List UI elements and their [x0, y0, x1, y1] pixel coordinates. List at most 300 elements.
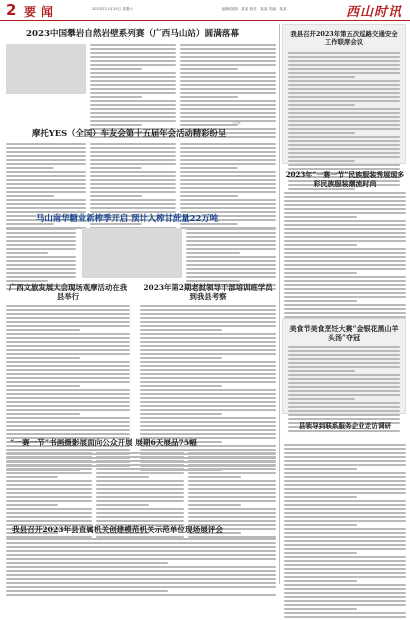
- text-line: [140, 325, 276, 327]
- text-line: [6, 341, 130, 343]
- text-line: [6, 143, 86, 145]
- text-line: [288, 152, 400, 154]
- text-line: [180, 167, 238, 169]
- text-line: [284, 260, 406, 262]
- text-line: [90, 171, 176, 173]
- text-line: [6, 268, 76, 270]
- text-line: [288, 144, 400, 146]
- text-line: [6, 333, 130, 335]
- sidebar-headline-leaders: [284, 422, 406, 431]
- text-line: [6, 586, 276, 588]
- text-line: [284, 484, 406, 486]
- text-line: [96, 500, 184, 502]
- text-line: [140, 345, 276, 347]
- text-line: [6, 155, 86, 157]
- text-line: [96, 496, 184, 498]
- editor-credits: 编辑/版面：某某 校对：某某 责编：某某: [222, 7, 287, 11]
- text-line: [140, 353, 276, 355]
- text-line: [140, 329, 222, 331]
- text-line: [188, 512, 276, 514]
- text-line: [6, 337, 130, 339]
- text-line: [288, 104, 355, 106]
- text-line: [180, 183, 276, 185]
- text-line: [284, 540, 406, 542]
- text-line: [188, 464, 276, 466]
- text-line: [90, 72, 176, 74]
- body-article-7: [6, 538, 276, 598]
- text-line: [180, 64, 276, 66]
- text-line: [186, 240, 276, 242]
- text-line: [284, 468, 357, 470]
- text-line: [6, 175, 86, 177]
- text-line: [284, 568, 406, 570]
- sidebar-headline-costume-text: 2023年“一赛一节”民族服装秀展现多彩民族服装潮流时尚: [285, 170, 405, 188]
- text-line: [180, 147, 276, 149]
- sidebar-body-leaders: [284, 444, 406, 620]
- text-line: [6, 228, 76, 230]
- text-line: [6, 191, 86, 193]
- text-line: [180, 80, 276, 82]
- text-line: [6, 365, 130, 367]
- text-line: [180, 191, 276, 193]
- text-line: [188, 496, 276, 498]
- text-line: [288, 410, 400, 412]
- text-line: [284, 236, 406, 238]
- text-line: [90, 207, 176, 209]
- text-line: [180, 84, 276, 86]
- text-line: [6, 240, 76, 242]
- text-line: [288, 100, 400, 102]
- text-line: [288, 160, 355, 162]
- text-line: [284, 504, 406, 506]
- text-line: [188, 484, 276, 486]
- text-line: [6, 357, 80, 359]
- text-line: [6, 236, 76, 238]
- text-line: [6, 566, 276, 568]
- text-line: [284, 584, 406, 586]
- text-line: [288, 188, 355, 190]
- text-line: [90, 52, 176, 54]
- body-article-1b: [90, 44, 176, 140]
- text-line: [288, 374, 400, 376]
- text-line: [188, 460, 276, 462]
- text-line: [284, 232, 406, 234]
- text-line: [288, 108, 400, 110]
- text-line: [284, 544, 406, 546]
- text-line: [90, 80, 176, 82]
- text-line: [6, 472, 92, 474]
- text-line: [90, 76, 176, 78]
- text-line: [140, 393, 276, 395]
- text-line: [90, 60, 176, 62]
- text-line: [284, 476, 406, 478]
- text-line: [288, 84, 400, 86]
- text-line: [288, 64, 400, 66]
- text-line: [284, 308, 406, 310]
- sidebar-headline-leaders-text: 县领导到联系服务企业走访调研: [298, 422, 392, 430]
- text-line: [180, 207, 276, 209]
- text-line: [288, 406, 400, 408]
- headline-moto: 摩托YES（全国）车友会第十五届年会活动精彩纷呈: [32, 128, 227, 138]
- credit-1: （记者）: [230, 121, 244, 125]
- text-line: [96, 468, 184, 470]
- text-line: [140, 373, 276, 375]
- text-line: [180, 159, 276, 161]
- text-line: [6, 305, 130, 307]
- text-line: [96, 512, 184, 514]
- headline-laos-text: 2023年第2期老挝领导干部培训班学员到我县考察: [143, 283, 273, 301]
- text-line: [6, 248, 76, 250]
- text-line: [188, 456, 276, 458]
- text-line: [140, 309, 276, 311]
- text-line: [284, 616, 406, 618]
- headline-model-agency: 我县召开2023年县直属机关创建模范机关示范单位现场展评会: [12, 525, 223, 534]
- headline-exhibition: “一赛一节”书画摄影展面向公众开展 展期6天展品75幅: [10, 438, 197, 447]
- text-line: [6, 590, 168, 592]
- text-line: [90, 195, 142, 197]
- text-line: [180, 100, 276, 102]
- text-line: [284, 588, 406, 590]
- text-line: [288, 418, 400, 420]
- text-line: [186, 256, 276, 258]
- text-line: [90, 120, 176, 122]
- text-line: [6, 504, 58, 506]
- text-line: [288, 386, 400, 388]
- text-line: [6, 452, 92, 454]
- text-line: [140, 321, 276, 323]
- text-line: [6, 349, 130, 351]
- text-line: [140, 305, 276, 307]
- text-line: [6, 405, 130, 407]
- text-line: [288, 164, 400, 166]
- text-line: [6, 468, 92, 470]
- text-line: [180, 68, 238, 70]
- text-line: [96, 464, 184, 466]
- text-line: [6, 179, 86, 181]
- text-line: [6, 512, 92, 514]
- text-line: [284, 220, 406, 222]
- text-line: [288, 394, 400, 396]
- text-line: [140, 357, 222, 359]
- text-line: [186, 260, 276, 262]
- text-line: [288, 378, 400, 380]
- text-line: [186, 280, 240, 282]
- text-line: [6, 574, 276, 576]
- text-line: [6, 321, 130, 323]
- text-line: [6, 252, 48, 254]
- text-line: [6, 264, 76, 266]
- text-line: [6, 385, 80, 387]
- text-line: [288, 382, 400, 384]
- text-line: [6, 167, 54, 169]
- text-line: [186, 272, 276, 274]
- text-line: [6, 578, 276, 580]
- headline-climbing: 2023中国攀岩自然岩壁系列赛（广西马山站）圆满落幕: [26, 29, 239, 39]
- text-line: [6, 421, 130, 423]
- text-line: [6, 562, 168, 564]
- text-line: [6, 309, 130, 311]
- text-line: [140, 341, 276, 343]
- text-line: [284, 456, 406, 458]
- text-line: [180, 88, 276, 90]
- text-line: [6, 500, 92, 502]
- text-line: [288, 390, 400, 392]
- sidebar-headline-costume: [284, 170, 406, 188]
- text-line: [140, 449, 276, 451]
- text-line: [140, 421, 276, 423]
- text-line: [6, 183, 86, 185]
- text-line: [284, 208, 406, 210]
- text-line: [288, 370, 355, 372]
- text-line: [284, 244, 357, 246]
- text-line: [284, 604, 406, 606]
- text-line: [140, 409, 276, 411]
- text-line: [96, 508, 184, 510]
- text-line: [180, 151, 276, 153]
- text-line: [6, 456, 92, 458]
- text-line: [288, 112, 400, 114]
- text-line: [90, 44, 176, 46]
- text-line: [288, 140, 400, 142]
- text-line: [284, 564, 406, 566]
- text-line: [6, 203, 86, 205]
- text-line: [284, 612, 406, 614]
- text-line: [284, 224, 406, 226]
- text-line: [96, 456, 184, 458]
- text-line: [180, 124, 238, 126]
- text-line: [188, 520, 276, 522]
- text-line: [6, 516, 92, 518]
- text-line: [180, 195, 238, 197]
- text-line: [288, 52, 400, 54]
- text-line: [188, 488, 276, 490]
- text-line: [284, 500, 406, 502]
- text-line: [6, 460, 92, 462]
- text-line: [284, 560, 406, 562]
- text-line: [284, 292, 406, 294]
- text-line: [6, 433, 130, 435]
- text-line: [284, 312, 406, 314]
- text-line: [140, 405, 276, 407]
- text-line: [6, 542, 276, 544]
- text-line: [90, 68, 142, 70]
- text-line: [140, 313, 276, 315]
- body-article-1c: [180, 44, 276, 140]
- article-3-photo: [82, 228, 182, 278]
- text-line: [96, 504, 149, 506]
- headline-laos: [140, 283, 276, 301]
- text-line: [284, 592, 406, 594]
- text-line: [180, 163, 276, 165]
- text-line: [284, 508, 406, 510]
- text-line: [140, 333, 276, 335]
- text-line: [6, 377, 130, 379]
- text-line: [6, 393, 130, 395]
- text-line: [6, 272, 76, 274]
- page-number: 2: [6, 1, 17, 19]
- text-line: [6, 369, 130, 371]
- text-line: [90, 191, 176, 193]
- sidebar-headline-traffic-text: 我县召开2023年第五次巡路交通安全工作联席会议: [290, 30, 398, 46]
- text-line: [288, 346, 400, 348]
- text-line: [284, 284, 406, 286]
- text-line: [186, 244, 276, 246]
- text-line: [90, 147, 176, 149]
- text-line: [96, 492, 184, 494]
- text-line: [6, 353, 130, 355]
- text-line: [188, 472, 276, 474]
- text-line: [188, 508, 276, 510]
- text-line: [284, 212, 406, 214]
- text-line: [186, 232, 276, 234]
- text-line: [6, 480, 92, 482]
- text-line: [188, 468, 276, 470]
- text-line: [288, 366, 400, 368]
- text-line: [6, 187, 86, 189]
- text-line: [90, 159, 176, 161]
- sidebar-body-food: [288, 346, 400, 434]
- text-line: [140, 385, 222, 387]
- text-line: [90, 124, 142, 126]
- text-line: [90, 163, 176, 165]
- text-line: [140, 317, 276, 319]
- text-line: [90, 88, 176, 90]
- text-line: [180, 155, 276, 157]
- text-line: [284, 200, 406, 202]
- text-line: [288, 92, 400, 94]
- text-line: [6, 280, 48, 282]
- text-line: [6, 554, 276, 556]
- text-line: [288, 362, 400, 364]
- main-sidebar-divider: [279, 24, 280, 584]
- text-line: [140, 361, 276, 363]
- text-line: [140, 349, 276, 351]
- text-line: [140, 413, 222, 415]
- text-line: [284, 228, 406, 230]
- text-line: [6, 538, 276, 540]
- text-line: [6, 409, 130, 411]
- text-line: [90, 56, 176, 58]
- text-line: [6, 508, 92, 510]
- text-line: [90, 175, 176, 177]
- text-line: [288, 68, 400, 70]
- text-line: [140, 377, 276, 379]
- text-line: [284, 556, 406, 558]
- text-line: [284, 280, 406, 282]
- text-line: [288, 116, 400, 118]
- text-line: [90, 183, 176, 185]
- text-line: [180, 187, 276, 189]
- text-line: [180, 143, 276, 145]
- text-line: [284, 552, 357, 554]
- text-line: [284, 516, 406, 518]
- text-line: [284, 512, 406, 514]
- text-line: [6, 582, 276, 584]
- text-line: [188, 504, 241, 506]
- text-line: [284, 572, 406, 574]
- text-line: [186, 252, 240, 254]
- text-line: [288, 120, 400, 122]
- text-line: [6, 373, 130, 375]
- text-line: [288, 76, 355, 78]
- text-line: [188, 500, 276, 502]
- text-line: [6, 244, 76, 246]
- text-line: [188, 480, 276, 482]
- text-line: [6, 199, 86, 201]
- text-line: [288, 88, 400, 90]
- text-line: [140, 425, 276, 427]
- text-line: [288, 80, 400, 82]
- text-line: [284, 460, 406, 462]
- text-line: [284, 256, 406, 258]
- text-line: [284, 300, 357, 302]
- text-line: [284, 452, 406, 454]
- text-line: [6, 484, 92, 486]
- text-line: [96, 488, 184, 490]
- text-line: [6, 546, 276, 548]
- text-line: [186, 276, 276, 278]
- text-line: [180, 112, 276, 114]
- text-line: [284, 448, 406, 450]
- text-line: [288, 156, 400, 158]
- text-line: [6, 476, 58, 478]
- text-line: [188, 452, 276, 454]
- text-line: [284, 580, 357, 582]
- text-line: [6, 195, 54, 197]
- text-line: [284, 480, 406, 482]
- text-line: [90, 100, 176, 102]
- text-line: [6, 558, 276, 560]
- text-line: [288, 148, 400, 150]
- text-line: [140, 397, 276, 399]
- text-line: [180, 175, 276, 177]
- issue-date: 2023年11月25日 星期六: [92, 7, 133, 11]
- text-line: [284, 536, 406, 538]
- text-line: [288, 398, 355, 400]
- text-line: [140, 365, 276, 367]
- text-line: [90, 151, 176, 153]
- text-line: [284, 464, 406, 466]
- article-1-photo: [6, 44, 86, 94]
- text-line: [6, 401, 130, 403]
- text-line: [180, 171, 276, 173]
- text-line: [288, 402, 400, 404]
- text-line: [288, 56, 400, 58]
- text-line: [90, 112, 176, 114]
- text-line: [284, 532, 406, 534]
- text-line: [90, 116, 176, 118]
- text-line: [180, 52, 276, 54]
- text-line: [288, 132, 355, 134]
- text-line: [140, 337, 276, 339]
- text-line: [188, 516, 276, 518]
- text-line: [284, 548, 406, 550]
- text-line: [90, 108, 176, 110]
- text-line: [6, 550, 276, 552]
- text-line: [284, 576, 406, 578]
- text-line: [90, 104, 176, 106]
- masthead: [0, 0, 410, 21]
- text-line: [180, 48, 276, 50]
- text-line: [180, 76, 276, 78]
- text-line: [180, 60, 276, 62]
- text-line: [96, 472, 184, 474]
- text-line: [140, 417, 276, 419]
- text-line: [288, 96, 400, 98]
- text-line: [90, 167, 142, 169]
- text-line: [6, 425, 130, 427]
- text-line: [6, 207, 86, 209]
